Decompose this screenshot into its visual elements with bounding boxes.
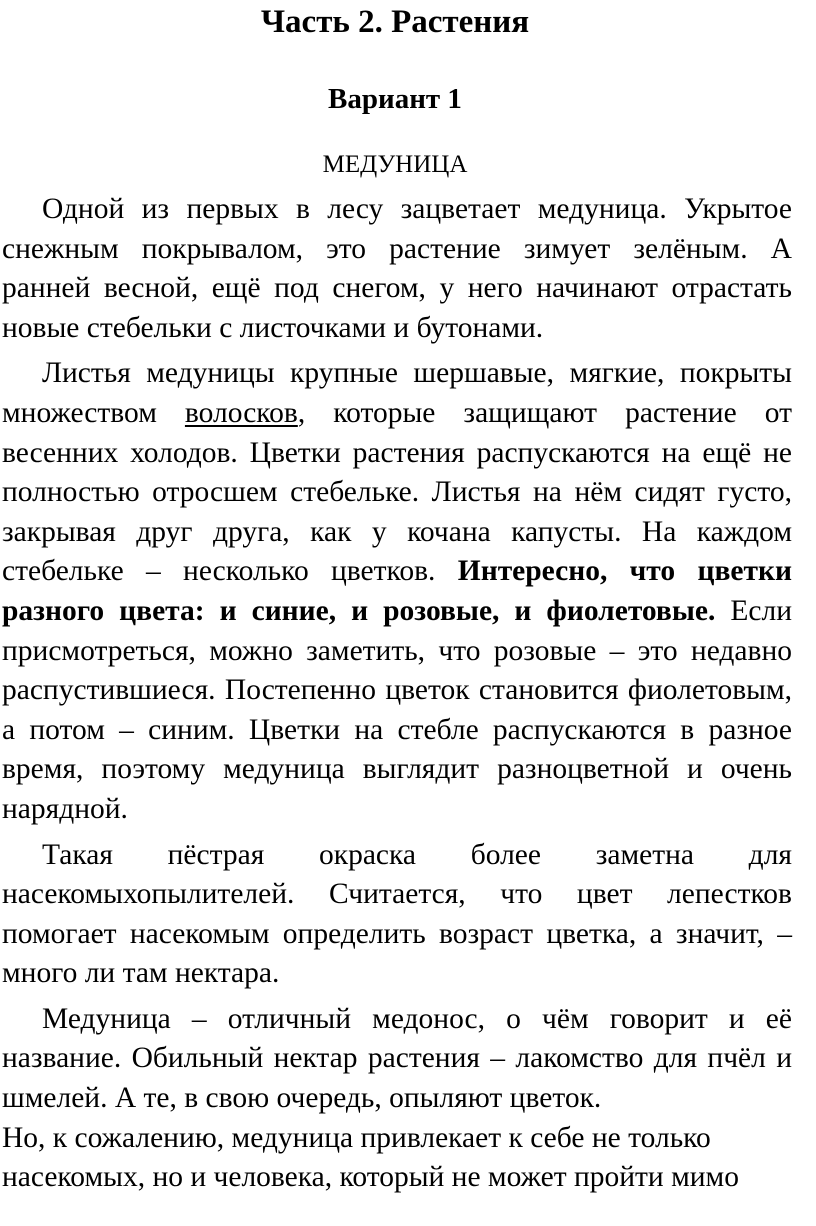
variant-title: Вариант 1 [328, 83, 462, 115]
paragraph-4: Медуница – отличный медонос, о чём говорит и её название. Обильный нектар растения – лакомство для пчёл и шмелей. А те, в свою очередь, опыляют цветок. [2, 1002, 792, 1115]
trailing-line-1: Но, к сожалению, медуница привлекает к себе не только [2, 1121, 711, 1154]
underlined-word: волосков [184, 396, 298, 429]
part-title: Часть 2. Растения [260, 4, 530, 40]
paragraph-2-part-a: Листья медуницы крупные шершавые, мягкие, покрыты множеством [2, 357, 792, 429]
paragraph-2-part-b: , которые защищают растение от весенних холодов. Цветки растения распускаются на ещё не полностью отросшем стебельке. Листья на нём сидят густо, закрывая друг друга, как у кочана капусты. На каждом стебельке – несколько цветков. [2, 396, 792, 588]
paragraph-2-part-c: Если присмотреться, можно заметить, что розовые – это недавно распустившиеся. Постепенно цветок становится фиолетовым, а потом – синим. Цветки на стебле распускаются в разное время, поэтому медуница выглядит разноцветной и очень нарядной. [2, 594, 792, 825]
paragraph-3: Такая пёстрая окраска более заметна для насекомыхопылителей. Считается, что цвет лепестков помогает насекомым определить возраст цветка, а значит, – много ли там нектара. [2, 838, 792, 990]
paragraph-1: Одной из первых в лесу зацветает медуница. Укрытое снежным покрывалом, это растение зимует зелёным. А ранней весной, ещё под снегом, у него начинают отрастать новые стебельки с листочками и бутонами. [2, 193, 792, 344]
bold-sentence: Интересно, что цветки разного цвета: и синие, и розовые, и фиолетовые. [2, 555, 792, 627]
trailing-line-2: насекомых, но и человека, который не может пройти мимо [2, 1161, 739, 1194]
paragraph-2 [2, 354, 792, 829]
story-title: МЕДУНИЦА [322, 151, 468, 178]
story-body [2, 190, 792, 1198]
